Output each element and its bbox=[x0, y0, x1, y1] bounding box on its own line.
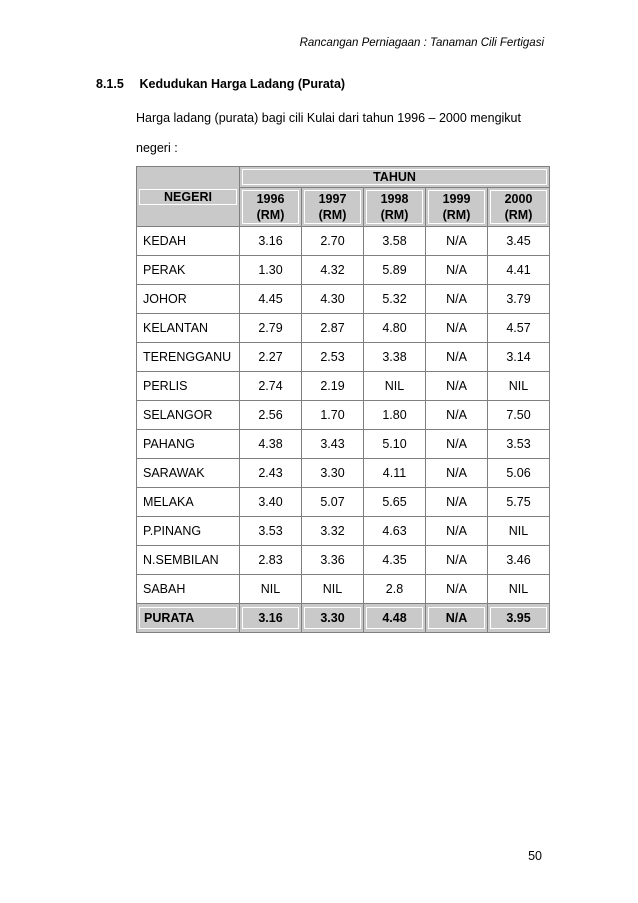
cell-value: N/A bbox=[426, 401, 488, 430]
cell-value: 3.30 bbox=[302, 459, 364, 488]
cell-value: 2.56 bbox=[240, 401, 302, 430]
cell-value: NIL bbox=[488, 575, 550, 604]
cell-value: N/A bbox=[426, 546, 488, 575]
cell-value: N/A bbox=[426, 430, 488, 459]
cell-value: 3.79 bbox=[488, 285, 550, 314]
cell-negeri: PERAK bbox=[137, 256, 240, 285]
intro-line-1: Harga ladang (purata) bagi cili Kulai dari tahun 1996 – 2000 mengikut bbox=[136, 111, 521, 125]
table-row bbox=[137, 488, 550, 517]
header-year-1998: 1998 (RM) bbox=[364, 188, 426, 227]
cell-value: 5.10 bbox=[364, 430, 426, 459]
cell-purata-value: 3.95 bbox=[488, 604, 550, 633]
price-table bbox=[136, 166, 550, 633]
cell-value: 5.75 bbox=[488, 488, 550, 517]
header-year-1996: 1996 (RM) bbox=[240, 188, 302, 227]
cell-value: 3.14 bbox=[488, 343, 550, 372]
cell-value: N/A bbox=[426, 459, 488, 488]
table-row bbox=[137, 430, 550, 459]
cell-negeri: P.PINANG bbox=[137, 517, 240, 546]
header-year-1997: 1997 (RM) bbox=[302, 188, 364, 227]
cell-value: NIL bbox=[302, 575, 364, 604]
table-row bbox=[137, 285, 550, 314]
cell-value: 5.89 bbox=[364, 256, 426, 285]
cell-negeri: TERENGGANU bbox=[137, 343, 240, 372]
cell-value: N/A bbox=[426, 517, 488, 546]
cell-value: 5.06 bbox=[488, 459, 550, 488]
table-row bbox=[137, 314, 550, 343]
section-number: 8.1.5 bbox=[96, 77, 124, 91]
cell-value: 4.11 bbox=[364, 459, 426, 488]
cell-negeri: SABAH bbox=[137, 575, 240, 604]
cell-value: 1.30 bbox=[240, 256, 302, 285]
table-row bbox=[137, 256, 550, 285]
cell-value: N/A bbox=[426, 488, 488, 517]
cell-purata-value: N/A bbox=[426, 604, 488, 633]
cell-value: 2.53 bbox=[302, 343, 364, 372]
cell-purata-label: PURATA bbox=[137, 604, 240, 633]
cell-value: N/A bbox=[426, 227, 488, 256]
cell-value: N/A bbox=[426, 575, 488, 604]
cell-value: 4.41 bbox=[488, 256, 550, 285]
cell-negeri: KELANTAN bbox=[137, 314, 240, 343]
cell-value: 5.32 bbox=[364, 285, 426, 314]
cell-value: 4.30 bbox=[302, 285, 364, 314]
cell-negeri: JOHOR bbox=[137, 285, 240, 314]
section-title: Kedudukan Harga Ladang (Purata) bbox=[139, 77, 346, 91]
table-row bbox=[137, 227, 550, 256]
cell-value: 2.83 bbox=[240, 546, 302, 575]
cell-value: N/A bbox=[426, 256, 488, 285]
cell-value: N/A bbox=[426, 314, 488, 343]
cell-value: 2.19 bbox=[302, 372, 364, 401]
table-row bbox=[137, 575, 550, 604]
cell-value: 2.74 bbox=[240, 372, 302, 401]
cell-value: 3.53 bbox=[488, 430, 550, 459]
cell-value: 1.80 bbox=[364, 401, 426, 430]
cell-value: 2.43 bbox=[240, 459, 302, 488]
table-row bbox=[137, 517, 550, 546]
cell-value: N/A bbox=[426, 343, 488, 372]
cell-value: 2.70 bbox=[302, 227, 364, 256]
header-negeri: NEGERI bbox=[137, 167, 240, 227]
cell-value: N/A bbox=[426, 372, 488, 401]
running-header: Rancangan Perniagaan : Tanaman Cili Fertigasi bbox=[299, 37, 544, 49]
cell-value: 3.16 bbox=[240, 227, 302, 256]
cell-negeri: PERLIS bbox=[137, 372, 240, 401]
cell-negeri: SELANGOR bbox=[137, 401, 240, 430]
header-year-2000: 2000 (RM) bbox=[488, 188, 550, 227]
cell-value: 3.46 bbox=[488, 546, 550, 575]
cell-purata-value: 3.16 bbox=[240, 604, 302, 633]
cell-value: 7.50 bbox=[488, 401, 550, 430]
table-row bbox=[137, 401, 550, 430]
cell-value: 2.87 bbox=[302, 314, 364, 343]
cell-value: 4.45 bbox=[240, 285, 302, 314]
cell-value: 3.53 bbox=[240, 517, 302, 546]
cell-purata-value: 3.30 bbox=[302, 604, 364, 633]
cell-value: 2.79 bbox=[240, 314, 302, 343]
cell-value: NIL bbox=[364, 372, 426, 401]
cell-value: 3.36 bbox=[302, 546, 364, 575]
table-row bbox=[137, 343, 550, 372]
cell-value: 4.80 bbox=[364, 314, 426, 343]
cell-value: N/A bbox=[426, 285, 488, 314]
cell-value: 5.65 bbox=[364, 488, 426, 517]
cell-value: 3.38 bbox=[364, 343, 426, 372]
cell-value: 3.45 bbox=[488, 227, 550, 256]
cell-negeri: MELAKA bbox=[137, 488, 240, 517]
cell-negeri: N.SEMBILAN bbox=[137, 546, 240, 575]
intro-paragraph bbox=[136, 103, 556, 163]
cell-value: 3.40 bbox=[240, 488, 302, 517]
cell-negeri: PAHANG bbox=[137, 430, 240, 459]
cell-value: 3.43 bbox=[302, 430, 364, 459]
cell-negeri: KEDAH bbox=[137, 227, 240, 256]
cell-value: 4.32 bbox=[302, 256, 364, 285]
cell-value: 2.27 bbox=[240, 343, 302, 372]
cell-value: 2.8 bbox=[364, 575, 426, 604]
cell-value: 3.32 bbox=[302, 517, 364, 546]
cell-value: 5.07 bbox=[302, 488, 364, 517]
cell-negeri: SARAWAK bbox=[137, 459, 240, 488]
header-year-1999: 1999 (RM) bbox=[426, 188, 488, 227]
intro-line-2: negeri : bbox=[136, 141, 178, 155]
table-row bbox=[137, 459, 550, 488]
section-heading bbox=[96, 77, 345, 91]
cell-value: NIL bbox=[240, 575, 302, 604]
table-row bbox=[137, 546, 550, 575]
table-row bbox=[137, 372, 550, 401]
page-number: 50 bbox=[528, 849, 542, 863]
cell-value: 4.35 bbox=[364, 546, 426, 575]
header-tahun: TAHUN bbox=[240, 167, 550, 188]
cell-value: 4.63 bbox=[364, 517, 426, 546]
cell-value: 1.70 bbox=[302, 401, 364, 430]
cell-value: 3.58 bbox=[364, 227, 426, 256]
cell-purata-value: 4.48 bbox=[364, 604, 426, 633]
cell-value: 4.57 bbox=[488, 314, 550, 343]
cell-value: NIL bbox=[488, 517, 550, 546]
cell-value: NIL bbox=[488, 372, 550, 401]
cell-value: 4.38 bbox=[240, 430, 302, 459]
summary-row bbox=[137, 604, 550, 633]
